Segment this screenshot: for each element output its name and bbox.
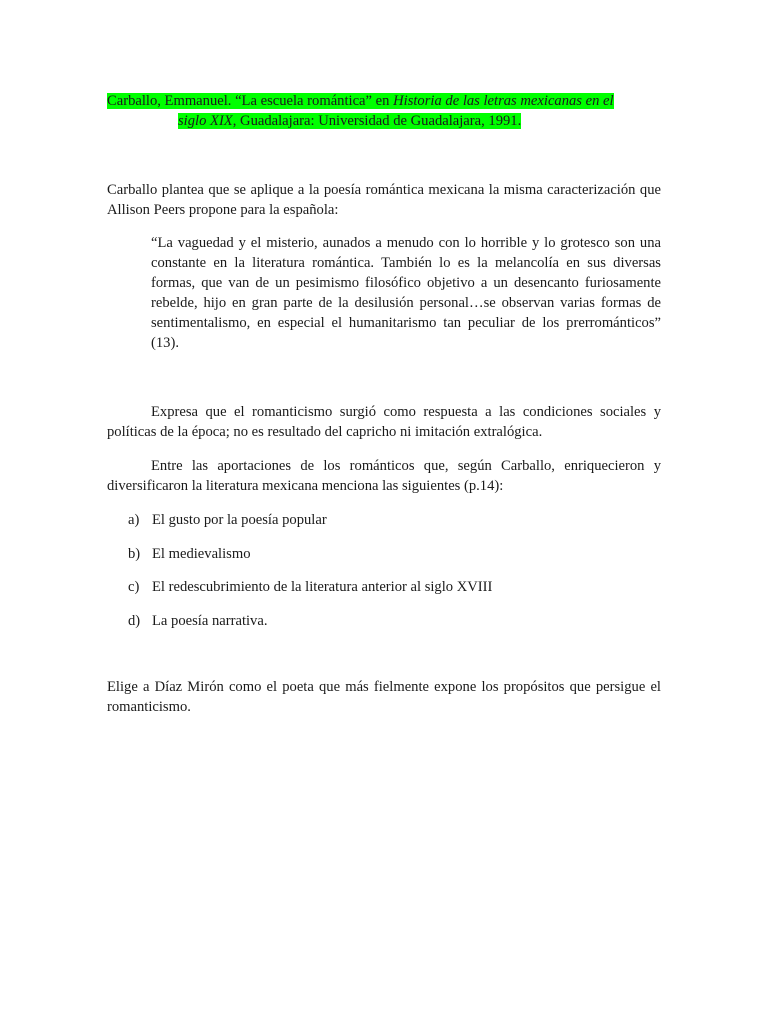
list-item-text: El medievalismo (152, 545, 251, 562)
list-marker: b) (128, 545, 141, 562)
list-marker: c) (128, 579, 140, 595)
list-item-text: La poesía narrativa. (152, 612, 268, 629)
body-paragraph-1: Expresa que el romanticismo surgió como respuesta a las condiciones sociales y políticas de la época; no es resultado del capricho ni imitación extralógica. (107, 404, 661, 440)
body-paragraph-2: Entre las aportaciones de los románticos que, según Carballo, enriquecieron y diversificaron la literatura mexicana menciona las siguientes (p.14): (107, 458, 661, 494)
citation-line-1 (107, 91, 663, 111)
list-item-text: El gusto por la poesía popular (152, 512, 327, 528)
citation-chapter: “La escuela romántica” en (235, 93, 394, 109)
list-marker: d) (128, 612, 141, 629)
citation-book-title-end: siglo XIX (178, 113, 233, 129)
block-quote: “La vaguedad y el misterio, aunados a menudo con lo horrible y lo grotesco son una constante en la literatura romántica. También lo es la melancolía en sus diversas formas, que van de un pesimismo filosófico objetivo a un desencanto furiosamente rebelde, hijo en gran parte de la desilusión personal…se observan varias formas de sentimentalismo, en especial el humanitarismo tan peculiar de los prerrománticos” (13). (151, 235, 661, 351)
citation-book-title: Historia de las letras mexicanas en el (393, 93, 614, 109)
citation-line-2 (107, 111, 663, 131)
intro-paragraph: Carballo plantea que se aplique a la poesía romántica mexicana la misma caracterización que Allison Peers propone para la española: (107, 182, 661, 218)
citation-publisher: , Guadalajara: Universidad de Guadalajara, 1991. (232, 113, 522, 129)
list-marker: a) (128, 512, 140, 528)
bibliographic-citation (107, 91, 663, 131)
citation-author: Carballo, Emmanuel. (107, 93, 236, 109)
list-item-text: El redescubrimiento de la literatura anterior al siglo XVIII (152, 579, 493, 595)
closing-paragraph: Elige a Díaz Mirón como el poeta que más fielmente expone los propósitos que persigue el romanticismo. (107, 679, 661, 715)
